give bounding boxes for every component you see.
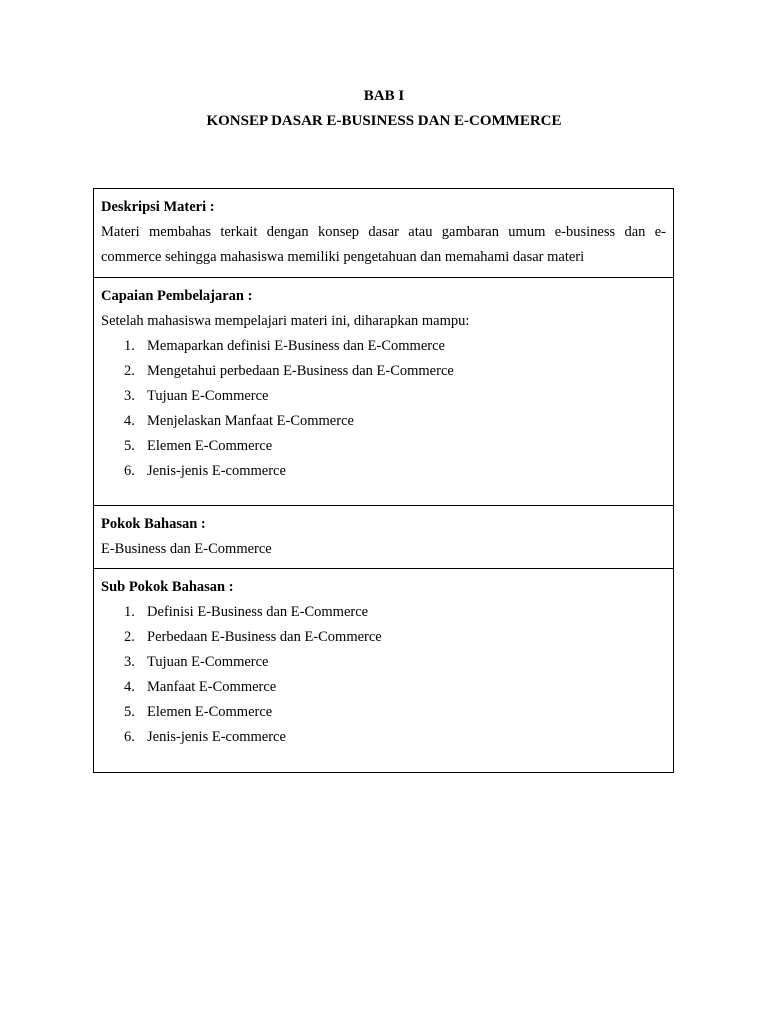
list-item — [101, 625, 666, 650]
list-item-text: Manfaat E-Commerce — [147, 679, 277, 695]
deskripsi-text-line1: Materi membahas terkait dengan konsep dasar atau gambaran umum e-business dan e- — [101, 224, 666, 240]
list-number: 4. — [124, 413, 135, 429]
list-item — [101, 384, 666, 409]
list-number: 3. — [124, 654, 135, 670]
list-item-text: Jenis-jenis E-commerce — [147, 729, 286, 745]
list-item — [101, 700, 666, 725]
list-item-text: Mengetahui perbedaan E-Business dan E-Commerce — [147, 363, 454, 379]
list-item-text: Elemen E-Commerce — [147, 438, 273, 454]
chapter-title: KONSEP DASAR E-BUSINESS DAN E-COMMERCE — [206, 113, 562, 129]
pokok-text: E-Business dan E-Commerce — [101, 541, 272, 557]
deskripsi-text-line2: commerce sehingga mahasiswa memiliki pengetahuan dan memahami dasar materi — [101, 249, 585, 265]
list-number: 1. — [124, 604, 135, 620]
list-item-text: Memaparkan definisi E-Business dan E-Commerce — [147, 338, 445, 354]
list-item — [101, 459, 666, 484]
list-number: 2. — [124, 629, 135, 645]
sub-pokok-list — [101, 600, 666, 750]
list-item-text: Menjelaskan Manfaat E-Commerce — [147, 413, 354, 429]
capaian-intro: Setelah mahasiswa mempelajari materi ini, diharapkan mampu: — [101, 313, 470, 329]
list-item — [101, 725, 666, 750]
chapter-number: BAB I — [363, 88, 405, 104]
section-pokok-bahasan — [94, 506, 673, 569]
list-item-text: Jenis-jenis E-commerce — [147, 463, 286, 479]
list-item-text: Definisi E-Business dan E-Commerce — [147, 604, 369, 620]
list-number: 2. — [124, 363, 135, 379]
list-item — [101, 650, 666, 675]
list-number: 4. — [124, 679, 135, 695]
list-number: 6. — [124, 463, 135, 479]
list-item — [101, 434, 666, 459]
list-item-text: Perbedaan E-Business dan E-Commerce — [147, 629, 382, 645]
sub-pokok-heading: Sub Pokok Bahasan : — [101, 579, 234, 595]
list-item-text: Tujuan E-Commerce — [147, 388, 269, 404]
capaian-list — [101, 334, 666, 484]
list-number: 5. — [124, 704, 135, 720]
capaian-heading: Capaian Pembelajaran : — [101, 288, 253, 304]
list-number: 5. — [124, 438, 135, 454]
list-item — [101, 409, 666, 434]
deskripsi-heading: Deskripsi Materi : — [101, 199, 215, 215]
section-sub-pokok-bahasan — [94, 569, 673, 772]
list-item — [101, 600, 666, 625]
list-item-text: Elemen E-Commerce — [147, 704, 273, 720]
pokok-heading: Pokok Bahasan : — [101, 516, 206, 532]
list-item — [101, 359, 666, 384]
section-capaian — [94, 278, 673, 506]
course-info-table — [93, 188, 674, 773]
list-number: 6. — [124, 729, 135, 745]
list-item-text: Tujuan E-Commerce — [147, 654, 269, 670]
list-number: 1. — [124, 338, 135, 354]
list-number: 3. — [124, 388, 135, 404]
list-item — [101, 675, 666, 700]
section-deskripsi — [94, 189, 673, 278]
list-item — [101, 334, 666, 359]
